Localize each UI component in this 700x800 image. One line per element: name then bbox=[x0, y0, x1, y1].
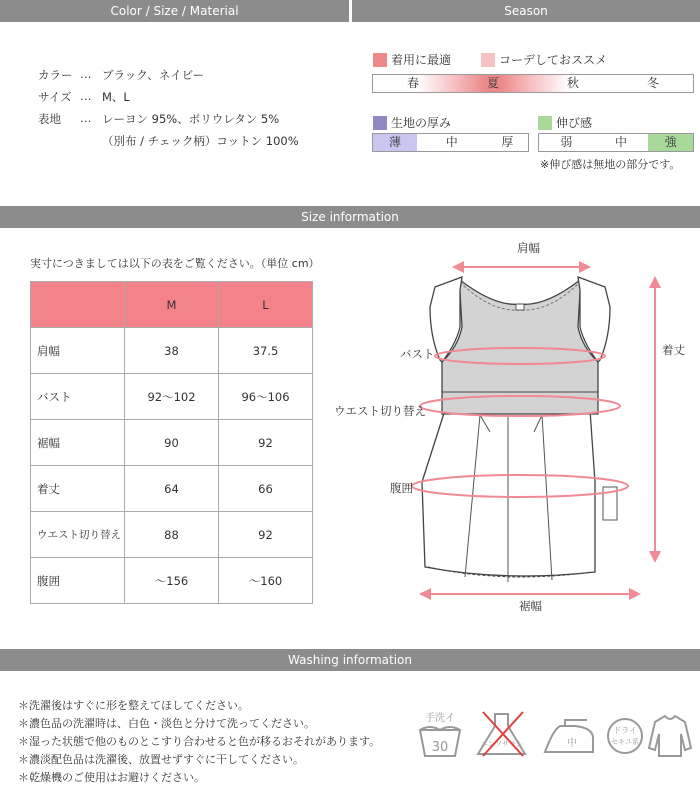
season-header bbox=[352, 0, 700, 22]
thickness-thick: 厚 bbox=[501, 135, 514, 149]
row-label: ウエスト切り替え bbox=[31, 512, 125, 558]
legend-thickness-label: 生地の厚み bbox=[391, 116, 452, 130]
cell-m: 88 bbox=[125, 512, 219, 558]
row-label: 裾幅 bbox=[31, 420, 125, 466]
column-header-m: M bbox=[125, 282, 219, 328]
cell-m: 64 bbox=[125, 466, 219, 512]
legend-stretch-label: 伸び感 bbox=[556, 116, 593, 130]
season-winter: 冬 bbox=[646, 76, 659, 90]
thickness-scale bbox=[372, 133, 529, 152]
table-row bbox=[31, 558, 313, 604]
table-row bbox=[31, 374, 313, 420]
legend-best-swatch bbox=[373, 53, 387, 67]
stretch-medium: 中 bbox=[614, 135, 627, 149]
spec-row-material bbox=[38, 111, 279, 127]
size-table bbox=[30, 281, 313, 604]
cell-l: 66 bbox=[219, 466, 313, 512]
label-tag bbox=[516, 304, 524, 310]
size-header-title: Size information bbox=[301, 210, 399, 224]
iron-label: 中 bbox=[567, 738, 577, 749]
washing-note: ＊濃色品の洗濯時は、白色・淡色と分けて洗ってください。 bbox=[18, 717, 315, 730]
label-hem: 裾幅 bbox=[519, 599, 542, 613]
spec-dots: … bbox=[80, 67, 92, 81]
handwash-temp: 30 bbox=[431, 740, 449, 755]
stretch-strong: 強 bbox=[648, 134, 693, 151]
row-label: 腹囲 bbox=[31, 558, 125, 604]
spec-key: 表地 bbox=[38, 112, 61, 126]
cell-m: 38 bbox=[125, 328, 219, 374]
season-scale bbox=[372, 74, 694, 93]
spec-row-size bbox=[38, 89, 130, 105]
washing-note: ＊湿った状態で他のものとこすり合わせると色が移るおそれがあります。 bbox=[18, 735, 381, 748]
legend-best-label: 着用に最適 bbox=[391, 53, 452, 67]
season-spring: 春 bbox=[373, 75, 453, 92]
dryclean-icon bbox=[608, 719, 642, 753]
no-bleach-icon bbox=[478, 712, 525, 756]
washing-header bbox=[0, 649, 700, 671]
dry-sub: セキユ系 bbox=[611, 738, 639, 746]
row-label: バスト bbox=[31, 374, 125, 420]
row-label: 着丈 bbox=[31, 466, 125, 512]
label-waist: ウエスト切り替え bbox=[334, 404, 426, 418]
legend-coord-swatch bbox=[481, 53, 495, 67]
spec-row-color bbox=[38, 67, 204, 83]
spec-dots: … bbox=[80, 111, 92, 125]
size-header bbox=[0, 206, 700, 228]
season-summer: 夏 bbox=[453, 75, 533, 92]
table-row bbox=[31, 512, 313, 558]
cell-l: 37.5 bbox=[219, 328, 313, 374]
spec-value: レーヨン 95%、ポリウレタン 5% bbox=[102, 112, 280, 126]
legend-coord-label: コーデしておススメ bbox=[499, 53, 608, 67]
spec-value: ブラック、ネイビー bbox=[102, 68, 205, 82]
legend-stretch bbox=[538, 114, 592, 131]
washing-note: ＊乾燥機のご使用はお避けください。 bbox=[18, 771, 205, 784]
legend-thickness-swatch bbox=[373, 116, 387, 130]
cell-l: 92 bbox=[219, 420, 313, 466]
material-header-title: Color / Size / Material bbox=[110, 4, 239, 18]
spec-key: サイズ bbox=[38, 90, 72, 104]
handwash-label: 手洗イ bbox=[425, 713, 455, 724]
cell-m: 〜156 bbox=[125, 558, 219, 604]
thickness-thin: 薄 bbox=[373, 134, 417, 151]
bleach-label: エンソサラシ bbox=[481, 740, 523, 748]
label-belly: 腹囲 bbox=[390, 481, 413, 495]
handwash-icon bbox=[420, 711, 460, 756]
label-shoulder: 肩幅 bbox=[517, 241, 540, 255]
thickness-medium: 中 bbox=[445, 135, 458, 149]
washing-header-title: Washing information bbox=[288, 653, 412, 667]
washing-note: ＊濃淡配色品は洗濯後、放置せずすぐに干してください。 bbox=[18, 753, 304, 766]
cell-l: 92 bbox=[219, 512, 313, 558]
row-label: 肩幅 bbox=[31, 328, 125, 374]
table-row bbox=[31, 328, 313, 374]
iron-icon bbox=[545, 720, 593, 752]
legend-stretch-swatch bbox=[538, 116, 552, 130]
spec-dots bbox=[80, 133, 102, 149]
spec-key bbox=[38, 133, 80, 149]
spec-row-material-sub bbox=[38, 133, 299, 149]
spec-value: （別布 / チェック柄）コットン 100% bbox=[102, 134, 299, 148]
legend-best bbox=[373, 51, 451, 68]
table-row bbox=[31, 466, 313, 512]
cell-l: 〜160 bbox=[219, 558, 313, 604]
garment-diagram bbox=[330, 232, 700, 617]
table-corner bbox=[31, 282, 125, 328]
spec-value: M、L bbox=[102, 90, 130, 104]
label-bust: バスト bbox=[400, 347, 435, 361]
care-icons bbox=[415, 708, 695, 764]
spec-dots: … bbox=[80, 89, 92, 103]
cell-m: 92〜102 bbox=[125, 374, 219, 420]
table-header-row bbox=[31, 282, 313, 328]
legend-coord bbox=[481, 51, 607, 68]
label-length: 着丈 bbox=[662, 343, 685, 357]
legend-thickness bbox=[373, 114, 451, 131]
shirt-dry-icon bbox=[649, 716, 691, 756]
season-autumn: 秋 bbox=[533, 75, 613, 92]
cell-l: 96〜106 bbox=[219, 374, 313, 420]
washing-note: ＊洗濯後はすぐに形を整えてほしてください。 bbox=[18, 699, 249, 712]
stretch-scale bbox=[538, 133, 694, 152]
cell-m: 90 bbox=[125, 420, 219, 466]
spec-key: カラー bbox=[38, 68, 73, 82]
stretch-weak: 弱 bbox=[560, 135, 573, 149]
stretch-note: ※伸び感は無地の部分です。 bbox=[540, 158, 681, 171]
material-header bbox=[0, 0, 349, 22]
size-note: 実寸につきましては以下の表をご覧ください。（単位 cm） bbox=[30, 257, 320, 270]
column-header-l: L bbox=[219, 282, 313, 328]
season-header-title: Season bbox=[504, 4, 548, 18]
table-row bbox=[31, 420, 313, 466]
dry-label: ドライ bbox=[613, 726, 637, 735]
